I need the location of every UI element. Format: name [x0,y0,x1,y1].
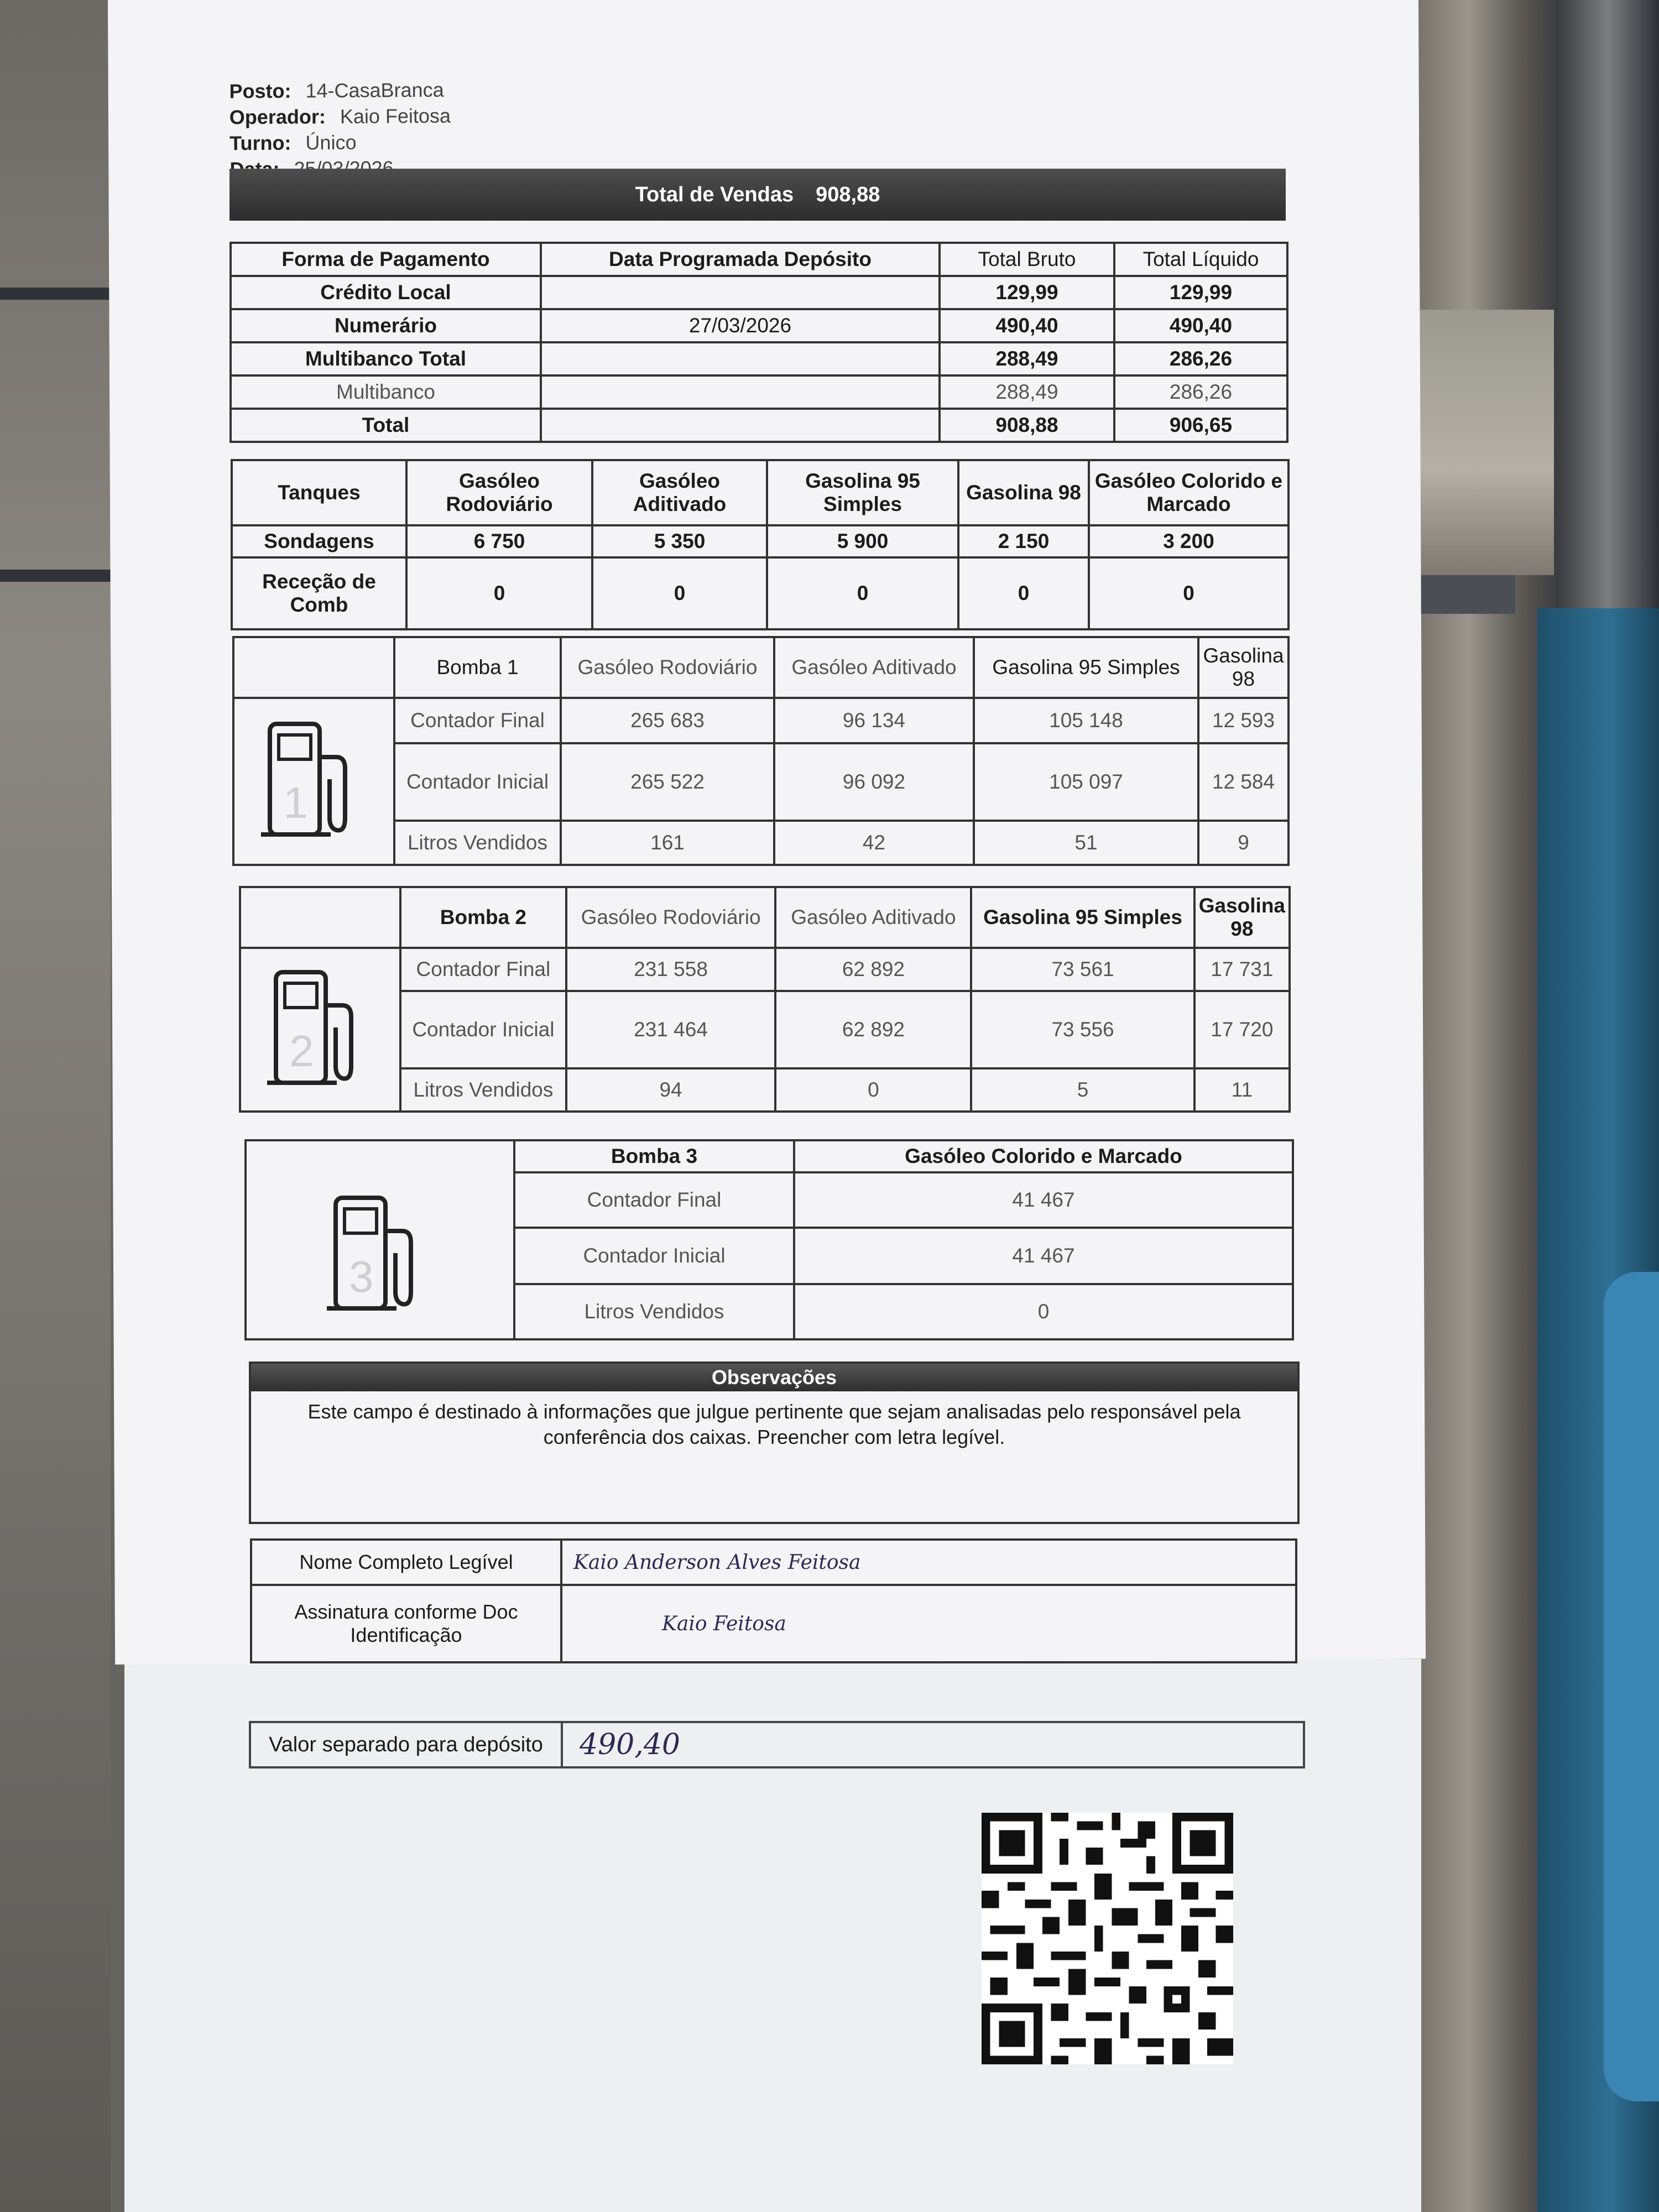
cell-value: 0 [1089,557,1288,629]
total-liquido: 286,26 [1114,342,1287,375]
col-header: Gasolina 95 Simples [974,637,1198,698]
row-label: Contador Final [514,1172,794,1228]
operador-value: Kaio Feitosa [340,104,451,128]
bomba-title: Bomba 1 [394,637,561,698]
payment-method: Numerário [231,309,541,342]
cell-value: 62 892 [775,948,971,991]
table-row [231,375,1287,409]
col-header: Total Bruto [940,243,1114,276]
cell-value: 12 584 [1198,743,1288,821]
pump-icon-cell [246,1172,514,1339]
deposit-date [541,375,940,409]
tanks-table [231,459,1290,630]
table-row [231,342,1287,375]
deposito-box [249,1721,1305,1768]
deposito-label: Valor separado para depósito [251,1723,563,1766]
cell-value: 5 [971,1068,1194,1112]
cell-value: 51 [974,821,1198,865]
cell-value: 105 097 [974,743,1198,821]
total-vendas-label: Total de Vendas [635,182,794,206]
cell-value: 231 558 [566,948,776,991]
metal-bracket [1410,310,1554,575]
pump-icon-cell [233,698,394,865]
total-liquido: 490,40 [1114,309,1287,342]
blank-cell [233,637,394,698]
total-bruto: 908,88 [940,409,1114,442]
col-header: Gasolina 98 [1194,887,1290,948]
total-bruto: 129,99 [940,276,1114,309]
payment-method: Multibanco [231,375,541,409]
cell-value: 94 [566,1068,776,1112]
cell-value: 161 [561,821,774,865]
col-header: Gasóleo Colorido e Marcado [1089,460,1288,525]
cell-value: 5 350 [592,525,767,557]
cell-value: 265 522 [561,743,774,821]
col-header: Tanques [232,460,406,525]
table-row [231,409,1287,442]
blank-cell [240,887,400,948]
posto-value: 14-CasaBranca [305,78,444,102]
col-header: Gasóleo Rodoviário [566,887,776,948]
col-header: Gasolina 95 Simples [767,460,958,525]
cell-value: 41 467 [794,1228,1293,1284]
assinatura-value[interactable]: Kaio Feitosa [561,1585,1296,1662]
nome-value[interactable]: Kaio Anderson Alves Feitosa [561,1540,1296,1585]
cell-value: 5 900 [767,525,958,557]
cell-value: 6 750 [406,525,592,557]
blue-cloth-fold [1604,1272,1659,2101]
cell-value: 2 150 [958,525,1089,557]
row-label: Sondagens [232,525,406,557]
fuel-pump-icon [325,1187,435,1319]
row-label: Contador Inicial [400,991,566,1068]
cell-value: 0 [794,1284,1293,1339]
cell-value: 265 683 [561,698,774,743]
payment-method: Total [231,409,541,442]
assinatura-label: Assinatura conforme Doc Identificação [251,1585,561,1662]
cell-value: 42 [774,821,974,865]
col-header: Gasóleo Rodoviário [561,637,774,698]
payments-table [229,242,1288,443]
cell-value: 0 [406,557,592,629]
row-label: Litros Vendidos [514,1284,794,1339]
row-label: Litros Vendidos [400,1068,566,1112]
deposit-date: 27/03/2026 [541,309,940,342]
pump-number: 3 [349,1251,374,1301]
bomba2-table [239,886,1291,1113]
observacoes-title: Observações [251,1364,1297,1391]
row-label: Contador Inicial [394,743,561,821]
row-label: Receção de Comb [232,557,406,629]
metal-stripe [0,570,111,582]
cell-value: 96 134 [774,698,974,743]
fuel-pump-icon [259,713,369,846]
blank-cell [246,1140,514,1172]
cell-value: 0 [958,557,1089,629]
bomba-title: Bomba 2 [400,887,566,948]
row-label: Contador Final [400,948,566,991]
table-row [231,276,1287,309]
metal-background-left [0,0,111,2212]
cell-value: 9 [1198,821,1288,865]
total-liquido: 129,99 [1114,276,1287,309]
col-header: Total Líquido [1114,243,1287,276]
posto-label: Posto: [229,79,291,103]
cell-value: 96 092 [774,743,974,821]
cell-value: 17 720 [1194,991,1290,1068]
bomba-title: Bomba 3 [514,1140,794,1172]
col-header: Gasolina 95 Simples [971,887,1194,948]
nome-label: Nome Completo Legível [251,1540,561,1585]
deposit-date [541,342,940,375]
cell-value: 17 731 [1194,948,1290,991]
pump-number: 1 [283,778,307,827]
table-row [232,557,1288,629]
total-bruto: 490,40 [940,309,1114,342]
col-header: Gasóleo Rodoviário [406,460,592,525]
col-header: Gasóleo Colorido e Marcado [794,1140,1293,1172]
total-vendas-value: 908,88 [816,182,880,206]
turno-label: Turno: [229,131,291,155]
total-vendas-bar [229,169,1286,221]
cell-value: 41 467 [794,1172,1293,1228]
deposito-value[interactable]: 490,40 [580,1728,680,1761]
row-label: Contador Inicial [514,1228,794,1284]
col-header: Forma de Pagamento [231,243,541,276]
fuel-pump-icon [265,961,375,1094]
cell-value: 62 892 [775,991,971,1068]
cell-value: 0 [767,557,958,629]
total-bruto: 288,49 [940,375,1114,409]
bomba1-table [232,636,1290,866]
cell-value: 3 200 [1089,525,1288,557]
turno-value: Único [305,131,357,154]
metal-stripe [0,288,111,300]
bomba3-table [244,1139,1294,1340]
cell-value: 0 [592,557,767,629]
cell-value: 105 148 [974,698,1198,743]
total-bruto: 288,49 [940,342,1114,375]
cell-value: 12 593 [1198,698,1288,743]
payment-method: Crédito Local [231,276,541,309]
qr-code [982,1813,1233,2064]
pump-number: 2 [289,1026,314,1076]
table-row [231,309,1287,342]
table-row [232,525,1288,557]
col-header: Gasolina 98 [1198,637,1288,698]
cell-value: 11 [1194,1068,1290,1112]
col-header: Gasóleo Aditivado [774,637,974,698]
observacoes-box [249,1361,1300,1524]
col-header: Gasóleo Aditivado [775,887,971,948]
deposit-date [541,276,940,309]
row-label: Contador Final [394,698,561,743]
row-label: Litros Vendidos [394,821,561,865]
payment-method: Multibanco Total [231,342,541,375]
header-info [229,77,451,182]
observacoes-text: Este campo é destinado à informações que julgue pertinente que sejam analisadas pelo responsável pela conferência dos caixas. Preencher com letra legível. [307,1400,1241,1448]
col-header: Data Programada Depósito [541,243,940,276]
total-liquido: 906,65 [1114,409,1287,442]
pump-icon-cell [240,948,400,1112]
total-liquido: 286,26 [1114,375,1287,409]
operador-label: Operador: [229,105,326,129]
cell-value: 0 [775,1068,971,1112]
col-header: Gasolina 98 [958,460,1089,525]
cell-value: 73 556 [971,991,1194,1068]
cell-value: 231 464 [566,991,776,1068]
col-header: Gasóleo Aditivado [592,460,767,525]
metal-rail [1416,575,1515,614]
cell-value: 73 561 [971,948,1194,991]
deposit-date [541,409,940,442]
signature-table [250,1538,1297,1663]
